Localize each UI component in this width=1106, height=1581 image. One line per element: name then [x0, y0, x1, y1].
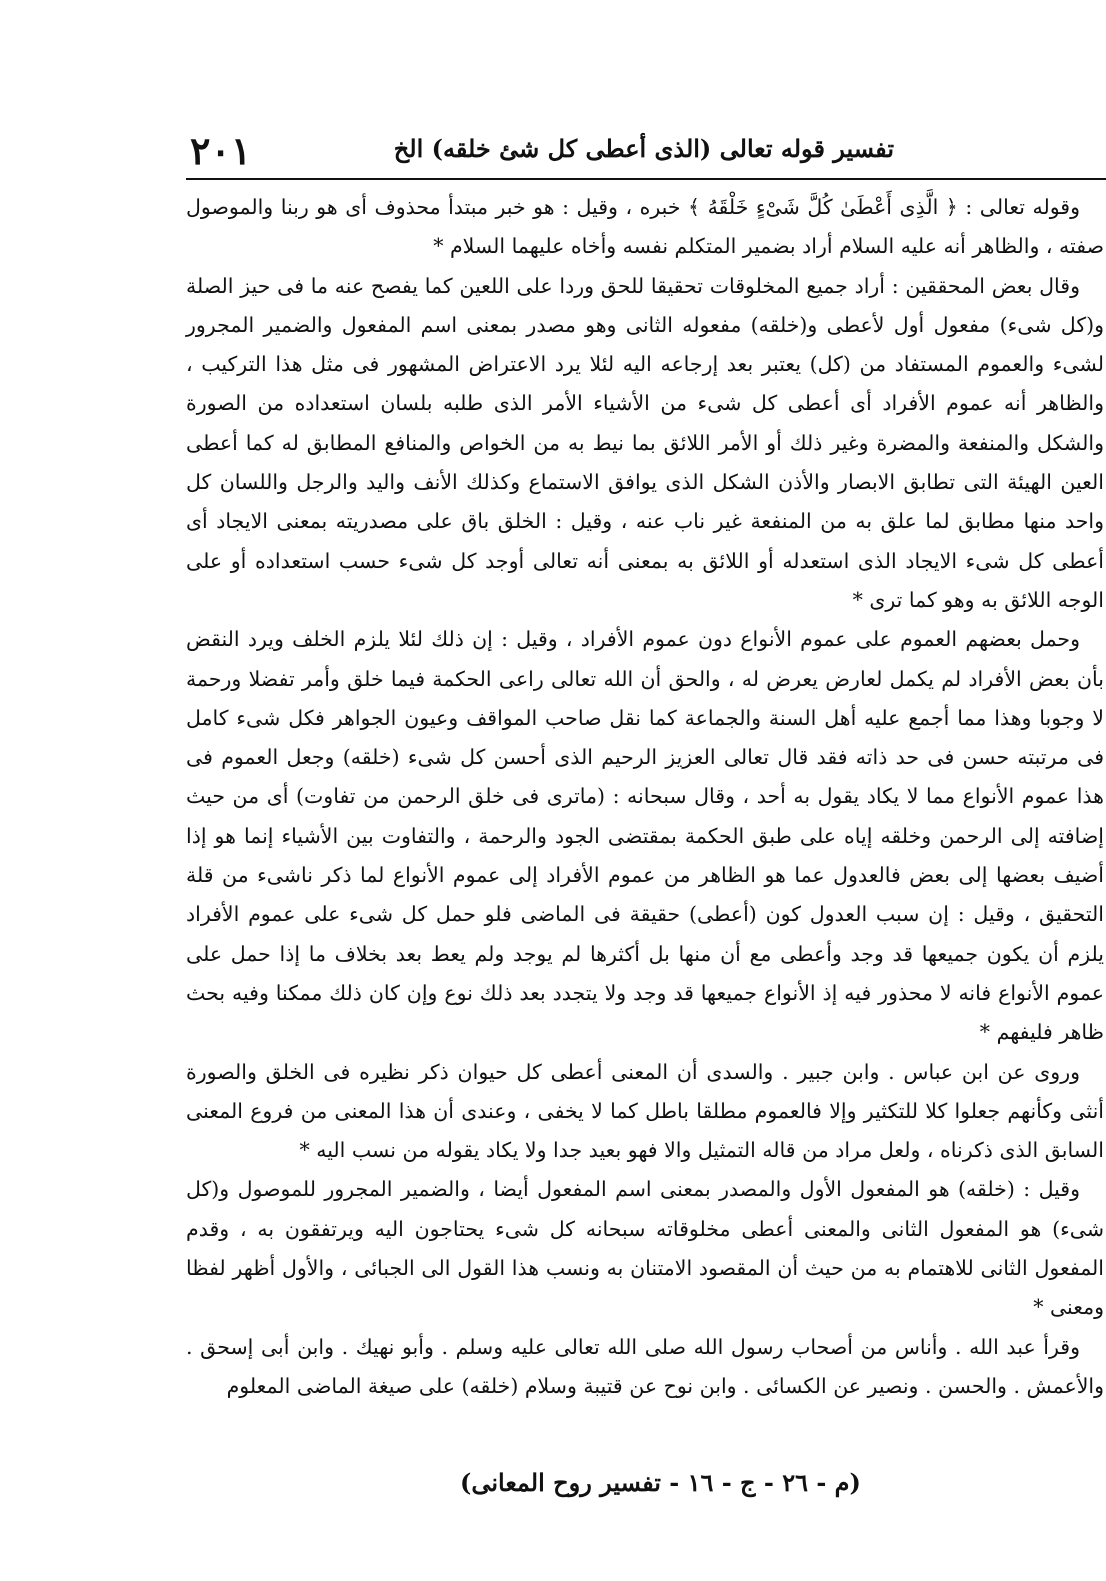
page-number: ٢٠١ [190, 128, 252, 173]
paragraph: وحمل بعضهم العموم على عموم الأنواع دون عموم الأفراد ، وقيل : إن ذلك لئلا يلزم الخلف ويرد النقض بأن بعض الأفراد لم يكمل لعارض يعرض له ، والحق أن الله تعالى راعى الحكمة فيما خلق وأمر تفضلا ورحمة لا وجوبا وهذا مما أجمع عليه أهل السنة والجماعة كما نقل صاحب المواقف وعيون الجواهر فكل شىء كامل فى مرتبته حسن فى حد ذاته فقد قال تعالى العزيز الرحيم الذى أحسن كل شىء (خلقه) وجعل العموم فى هذا عموم الأنواع مما لا يكاد يقول به أحد ، وقال سبحانه : (ماترى فى خلق الرحمن من تفاوت) أى من حيث إضافته إلى الرحمن وخلقه إياه على طبق الحكمة بمقتضى الجود والرحمة ، والتفاوت بين الأشياء إنما هو إذا أضيف بعضها إلى بعض فالعدول عما هو الظاهر من عموم الأفراد إلى عموم الأنواع لما ذكر ناشىء من قلة التحقيق ، وقيل : إن سبب العدول كون (أعطى) حقيقة فى الماضى فلو حمل كل شىء على عموم الأفراد يلزم أن يكون جميعها قد وجد وأعطى مع أن منها بل أكثرها لم يوجد ولم يعط بعد بخلاف ما إذا حمل على عموم الأنواع فانه لا محذور فيه إذ الأنواع جميعها قد وجد ولا يتجدد بعد ذلك نوع وإن كان ذلك ممكنا وفيه بحث ظاهر فليفهم * [186, 627, 1104, 1045]
header-rule [186, 178, 1106, 180]
page-header [186, 128, 1106, 178]
running-head-title: تفسير قوله تعالى (الذى أعطى كل شئ خلقه) الخ [393, 134, 894, 163]
paragraph: وقيل : (خلقه) هو المفعول الأول والمصدر بمعنى اسم المفعول أيضا ، والضمير المجرور للموصول و(كل شىء) هو المفعول الثانى والمعنى أعطى مخلوقاته سبحانه كل شىء يحتاجون اليه ويرتفقون به ، وقدم المفعول الثانى للاهتمام به من حيث أن المقصود الامتنان به ونسب هذا القول الى الجبائى ، والأول أظهر لفظا ومعنى * [186, 1177, 1104, 1320]
signature-line: (م - ٢٦ - ج - ١٦ - تفسير روح المعانى) [460, 1468, 861, 1497]
paragraph: وقال بعض المحققين : أراد جميع المخلوقات تحقيقا للحق وردا على اللعين كما يفصح عنه ما فى حيز الصلة و(كل شىء) مفعول أول لأعطى و(خلقه) مفعوله الثانى وهو مصدر بمعنى اسم المفعول والضمير المجرور لشىء والعموم المستفاد من (كل) يعتبر بعد إرجاعه اليه لئلا يرد الاعتراض المشهور فى مثل هذا التركيب ، والظاهر أنه عموم الأفراد أى أعطى كل شىء من الأشياء الأمر الذى طلبه بلسان استعداده من الصورة والشكل والمنفعة والمضرة وغير ذلك أو الأمر اللائق بما نيط به من الخواص والمنافع المطابق له كما أعطى العين الهيئة التى تطابق الابصار والأذن الشكل الذى يوافق الاستماع وكذلك الأنف واليد والرجل واللسان كل واحد منها مطابق لما علق به من المنفعة غير ناب عنه ، وقيل : الخلق باق على مصدريته بمعنى الايجاد أى أعطى كل شىء الايجاد الذى استعدله أو اللائق به بمعنى أنه تعالى أوجد كل شىء حسب استعداده أو على الوجه اللائق به وهو كما ترى * [186, 273, 1104, 612]
main-text [186, 188, 1104, 1406]
paragraph: وقوله تعالى : ﴿ الَّذِى أَعْطَىٰ كُلَّ شَىْءٍ خَلْقَهُ ﴾ خبره ، وقيل : هو خبر مبتدأ محذوف أى هو ربنا والموصول صفته ، والظاهر أنه عليه السلام أراد بضمير المتكلم نفسه وأخاه عليهما السلام * [186, 195, 1104, 259]
paragraph: وقرأ عبد الله . وأناس من أصحاب رسول الله صلى الله تعالى عليه وسلم . وأبو نهيك . وابن أبى إسحق . والأعمش . والحسن . ونصير عن الكسائى . وابن نوح عن قتيبة وسلام (خلقه) على صيغة الماضى المعلوم [186, 1334, 1104, 1398]
paragraph: وروى عن ابن عباس . وابن جبير . والسدى أن المعنى أعطى كل حيوان ذكر نظيره فى الخلق والصورة أنثى وكأنهم جعلوا كلا للتكثير وإلا فالعموم مطلقا باطل كما لا يخفى ، وعندى أن هذا المعنى من فروع المعنى السابق الذى ذكرناه ، ولعل مراد من قاله التمثيل والا فهو بعيد جدا ولا يكاد يقوله من نسب اليه * [186, 1059, 1104, 1163]
